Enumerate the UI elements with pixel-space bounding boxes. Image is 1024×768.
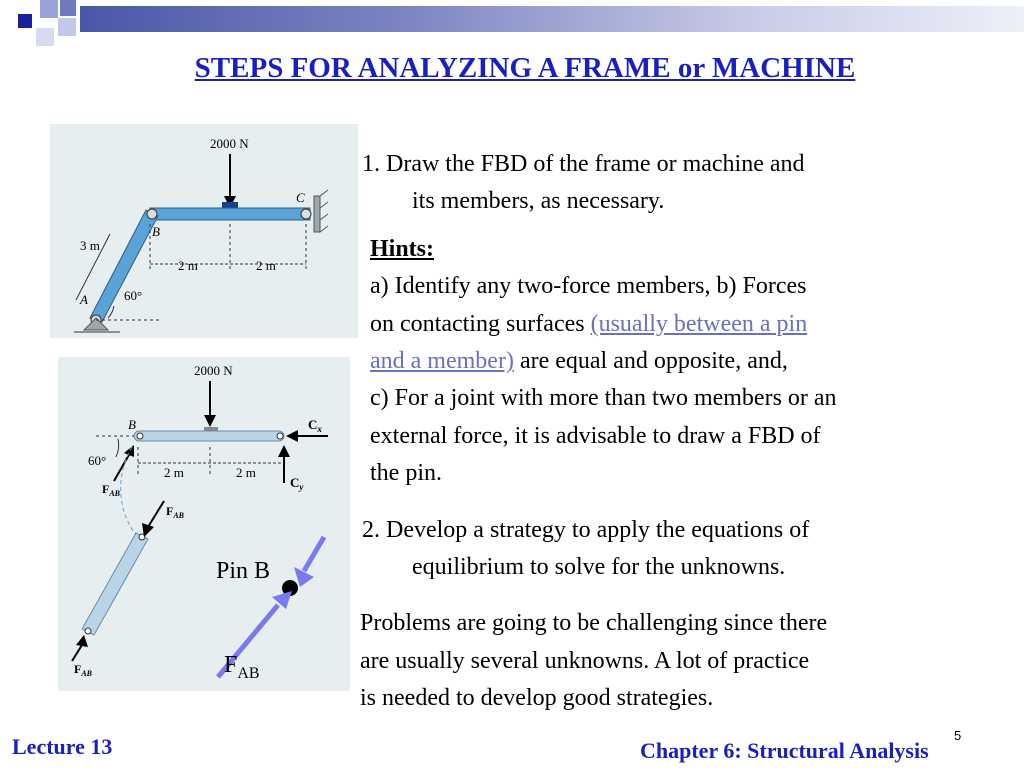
corner-square-3 (58, 18, 76, 36)
fig2-cy-label: $C_y$ (290, 475, 304, 492)
fig1-load-label: 2000 N (210, 136, 249, 151)
pin-force-letter: F (224, 652, 238, 678)
fig1-label-a: A (80, 292, 88, 307)
hint-link-1[interactable]: (usually between a pin (590, 311, 808, 337)
hint-line1: a) Identify any two-force members, b) Forces (370, 273, 807, 299)
pin-b-label: Pin B (216, 558, 271, 584)
step2-line1: 2. Develop a strategy to apply the equations of (362, 517, 810, 543)
slide-title: STEPS FOR ANALYZING A FRAME or MACHINE (194, 52, 856, 84)
corner-square-1 (18, 14, 32, 28)
fig2-fab-label-1: $F_{AB}$ (102, 482, 121, 498)
note-line3: is needed to develop good strategies. (360, 685, 714, 711)
fig1-dim2: 2 m (256, 258, 276, 273)
fig2-angle: 60° (88, 453, 107, 468)
pin-force-sub: AB (237, 664, 260, 682)
frame-diagram (50, 124, 358, 338)
hint-text-contacting: on contacting surfaces (370, 311, 591, 337)
hint-c-line3: the pin. (370, 460, 442, 486)
page-number: 5 (954, 728, 962, 743)
fbd-diagram (58, 357, 350, 691)
hint-line3 (370, 343, 788, 380)
fig2-load-label: 2000 N (194, 363, 233, 378)
fig1-dim1: 2 m (178, 258, 198, 273)
fig1-angle: 60° (124, 288, 143, 303)
fig2-dim1: 2 m (164, 465, 184, 480)
fig2-fab-label-2: $F_{AB}$ (166, 504, 185, 520)
hint-text-equal: are equal and opposite, and, (513, 348, 788, 374)
fig2-fab-label-3: $F_{AB}$ (74, 662, 93, 678)
fig1-length-ab: 3 m (80, 238, 100, 253)
step1-line1: 1. Draw the FBD of the frame or machine and (362, 151, 805, 177)
corner-square-5 (60, 0, 76, 16)
hint-c-line1: c) For a joint with more than two members or an (370, 385, 837, 411)
footer-lecture: Lecture 13 (12, 734, 113, 759)
hints-label: Hints: (370, 236, 435, 262)
corner-square-2 (40, 0, 58, 18)
hint-line2 (370, 306, 807, 343)
fig1-label-c: C (296, 190, 305, 205)
step2-line2: equilibrium to solve for the unknowns. (412, 554, 786, 580)
pin-force-label (224, 652, 260, 683)
corner-square-4 (36, 28, 54, 46)
header-gradient-bar (80, 6, 1024, 32)
note-line2: are usually several unknowns. A lot of practice (360, 648, 810, 674)
footer-chapter: Chapter 6: Structural Analysis (640, 738, 929, 763)
fig2-dim2: 2 m (236, 465, 256, 480)
hint-link-2[interactable]: and a member) (370, 348, 514, 374)
note-line1: Problems are going to be challenging since there (360, 610, 828, 636)
fig1-label-b: B (152, 224, 160, 239)
step1-line2: its members, as necessary. (412, 188, 665, 214)
fig2-cx-label: $C_x$ (308, 417, 322, 434)
hint-c-line2: external force, it is advisable to draw a FBD of (370, 423, 821, 449)
fig2-label-b: B (128, 417, 136, 432)
